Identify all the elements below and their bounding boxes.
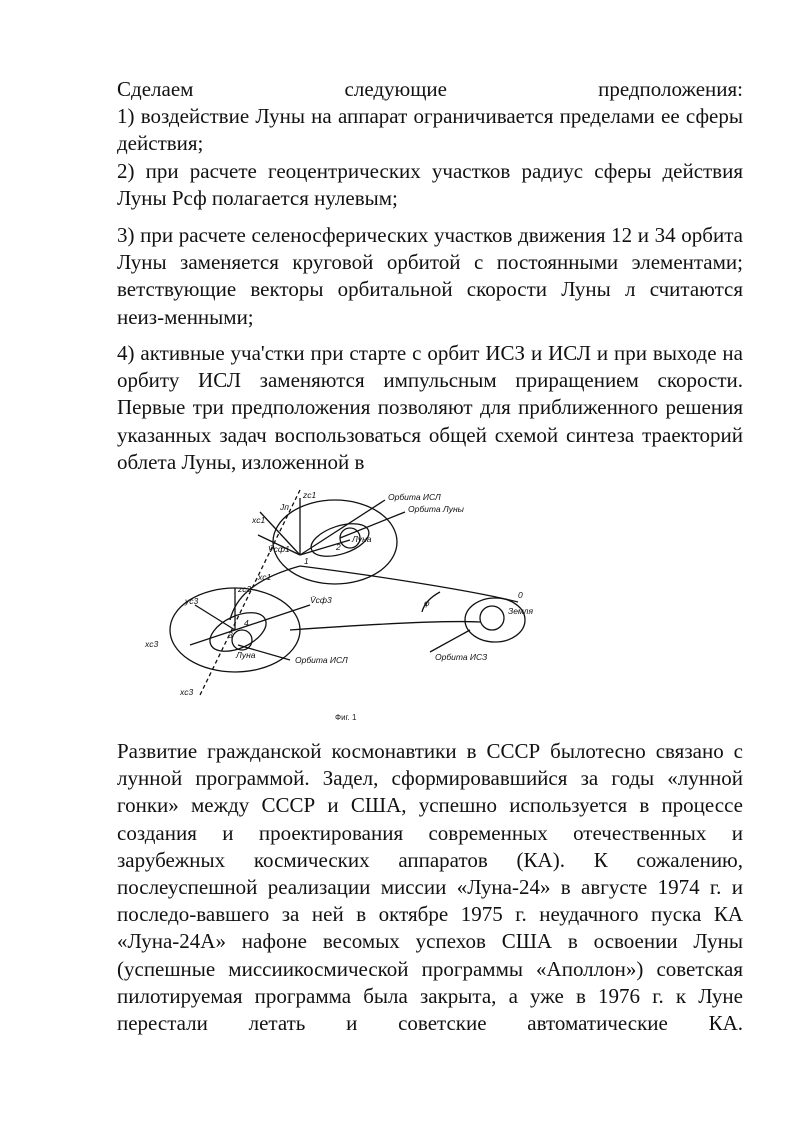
label-orbit-isl-bottom: Орбита ИСЛ — [295, 655, 348, 665]
label-orbit-moon: Орбита Луны — [408, 504, 464, 514]
label-x-lower: xс3 — [145, 639, 159, 649]
text-line: (успешные миссиикосмической программы «Аполлон») советская — [117, 956, 743, 981]
text-line: зарубежных космических аппаратов (КА). К сожалению, — [117, 847, 743, 872]
label-z-lower: zс3 — [238, 584, 252, 594]
pointer-isz — [430, 630, 470, 652]
text-word: Сделаем — [117, 77, 194, 101]
label-z-upper: zс1 — [303, 490, 317, 500]
text-word: предположения: — [598, 77, 743, 101]
label-point-2: 2 — [336, 542, 341, 552]
label-y-upper: Jп — [280, 502, 289, 512]
text-line: 1) воздействие Луны на аппарат ограничивается пределами ее сферы — [117, 104, 743, 129]
diagram-svg — [140, 480, 560, 730]
assumption-3-paragraph — [117, 222, 743, 331]
label-point-4: 4 — [244, 618, 249, 628]
label-point-3: 3 — [228, 630, 233, 640]
text-line: Луны заменяется круговой орбитой с постоянными элементами; — [117, 250, 743, 275]
pointer-upper-1 — [300, 500, 385, 555]
text-line: послеуспешной реализации миссии «Луна-24» в августе 1974 г. и — [117, 875, 743, 900]
label-orbit-isl-top: Орбита ИСЛ — [388, 492, 441, 502]
label-vsf-upper: V̄сф1 — [268, 544, 290, 554]
earth-sphere — [465, 598, 525, 642]
label-moon-top: Луна — [352, 534, 372, 544]
text-line: Луны Рсф полагается нулевым; — [117, 185, 398, 210]
text-line: перестали летать и советские автоматические КА. — [117, 1011, 743, 1036]
text-line: 2) при расчете геоцентрических участков радиус сферы действия — [117, 158, 743, 183]
label-point-1: 1 — [304, 556, 309, 566]
axis-y-lower — [195, 605, 235, 630]
text-line: облета Луны, изложенной в — [117, 449, 365, 474]
text-line: ветствующие векторы орбитальной скорости Луны л считаются — [117, 277, 743, 302]
label-x-mid: xс1 — [258, 572, 272, 582]
label-moon-bottom: Луна — [236, 650, 256, 660]
text-line: указанных задач воспользоваться общей схемой синтеза траекторий — [117, 422, 743, 447]
text-line: действия; — [117, 131, 204, 156]
text-line: последо-вавшего за ней в октябре 1975 г. неудачного пуска КА — [117, 902, 743, 927]
label-y-lower: yс3 — [185, 596, 199, 606]
label-x-low: xс3 — [180, 687, 194, 697]
text-line: создания и проектирования современных отечественных и — [117, 820, 743, 845]
label-earth: Земля — [508, 606, 534, 616]
earth-body — [480, 606, 504, 630]
assumption-4-paragraph — [117, 340, 743, 476]
label-phi: φ — [424, 598, 430, 608]
pointer-upper-2 — [340, 512, 405, 538]
text-line — [117, 76, 743, 103]
text-line: гонки» между СССР и США, успешно используется в процессе — [117, 793, 743, 818]
text-line: пилотируемая программа была закрыта, а уже в 1976 г. к Луне — [117, 983, 743, 1008]
figure-caption: Фиг. 1 — [335, 713, 357, 722]
lunar-flyby-diagram — [140, 480, 560, 730]
label-vsf-lower: V̄сф3 — [310, 595, 332, 605]
trajectory-lower — [290, 622, 480, 630]
moon-body-lower — [232, 630, 252, 650]
history-paragraph — [117, 738, 743, 1037]
moon-sphere-upper — [273, 500, 397, 584]
text-line: 4) активные уча'стки при старте с орбит ИСЗ и ИСЛ и при выходе на — [117, 341, 743, 365]
assumptions-paragraph — [117, 76, 743, 212]
label-x-upper: xс1 — [252, 515, 266, 525]
text-word: следующие — [344, 77, 447, 101]
text-line: лунной программой. Задел, сформировавшийся за годы «лунной — [117, 766, 743, 791]
label-orbit-isz: Орбита ИСЗ — [435, 652, 488, 662]
text-line: Развитие гражданской космонавтики в СССР былотесно связано с — [117, 739, 743, 763]
text-line: неиз-менными; — [117, 304, 254, 329]
label-point-0: 0 — [518, 590, 523, 600]
text-line: 3) при расчете селеносферических участков движения 12 и 34 орбита — [117, 223, 743, 247]
diagram-labels — [144, 490, 533, 722]
vsf-vector-upper — [300, 540, 350, 555]
text-line: Первые три предположения позволяют для приближенного решения — [117, 395, 743, 420]
text-line: «Луна-24А» нафоне весомых успехов США в освоении Луны — [117, 929, 743, 954]
text-line: орбиту ИСЛ заменяются импульсным приращением скорости. — [117, 368, 743, 393]
